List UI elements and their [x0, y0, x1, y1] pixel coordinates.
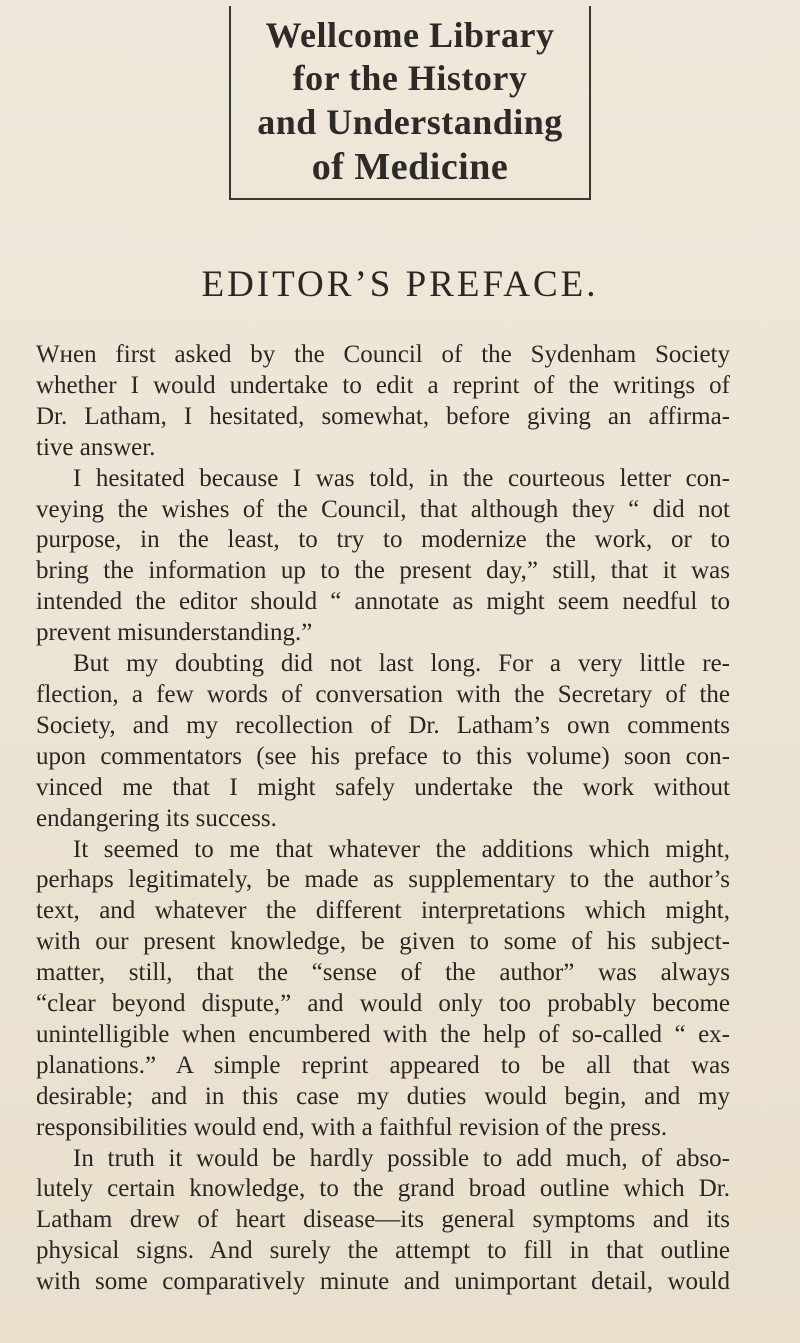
text-line: Latham drew of heart disease—its general symptoms and its	[36, 1206, 730, 1234]
text-line: But my doubting did not last long. For a very little re-	[73, 650, 730, 678]
text-line: It seemed to me that whatever the additions which might,	[73, 835, 730, 863]
text-line: unintelligible when encumbered with the help of so-called “ ex-	[36, 1020, 730, 1048]
text-line: text, and whatever the different interpretations which might,	[36, 897, 730, 925]
text-line: upon commentators (see his preface to this volume) soon con-	[36, 742, 730, 770]
stamp-line: Wellcome Library	[265, 15, 555, 55]
stamp-line: of Medicine	[311, 146, 509, 188]
text-line: purpose, in the least, to try to modernize the work, or to	[36, 526, 730, 554]
body-text	[36, 340, 730, 1298]
text-line: intended the editor should “ annotate as might seem needful to	[36, 588, 730, 616]
text-line: vinced me that I might safely undertake the work without	[36, 773, 730, 801]
text-line: lutely certain knowledge, to the grand broad outline which Dr.	[36, 1175, 730, 1203]
text-line: with some comparatively minute and unimportant detail, would	[36, 1268, 730, 1296]
text-line: veying the wishes of the Council, that although they “ did not	[36, 495, 730, 523]
text-line: prevent misunderstanding.”	[36, 619, 313, 647]
text-line: with our present knowledge, be given to some of his subject-	[36, 928, 730, 956]
text-line: I hesitated because I was told, in the courteous letter con-	[73, 464, 730, 492]
library-stamp	[229, 6, 591, 200]
text-line: Wнen first asked by the Council of the Sydenham Society	[36, 341, 730, 368]
text-line: tive answer.	[36, 433, 156, 461]
stamp-line: and Understanding	[257, 102, 563, 142]
text-line: matter, still, that the “sense of the author” was always	[36, 959, 730, 987]
text-line: “clear beyond dispute,” and would only too probably become	[36, 990, 730, 1018]
page-heading: EDITOR’S PREFACE.	[201, 264, 599, 305]
text-line: bring the information up to the present day,” still, that it was	[36, 557, 730, 585]
text-line: perhaps legitimately, be made as supplementary to the author’s	[36, 866, 730, 894]
text-line: responsibilities would end, with a faithful revision of the press.	[36, 1113, 668, 1141]
text-line: endangering its success.	[36, 804, 277, 832]
text-line: In truth it would be hardly possible to add much, of abso-	[73, 1144, 730, 1172]
text-line: Society, and my recollection of Dr. Latham’s own comments	[36, 711, 730, 739]
text-line: physical signs. And surely the attempt to fill in that outline	[36, 1237, 730, 1265]
stamp-line: for the History	[292, 58, 528, 98]
text-line: flection, a few words of conversation with the Secretary of the	[36, 680, 730, 708]
text-line: Dr. Latham, I hesitated, somewhat, before giving an affirma-	[36, 402, 730, 430]
text-line: planations.” A simple reprint appeared to be all that was	[36, 1051, 730, 1079]
text-line: whether I would undertake to edit a reprint of the writings of	[36, 371, 730, 399]
text-line: desirable; and in this case my duties would begin, and my	[36, 1082, 730, 1110]
